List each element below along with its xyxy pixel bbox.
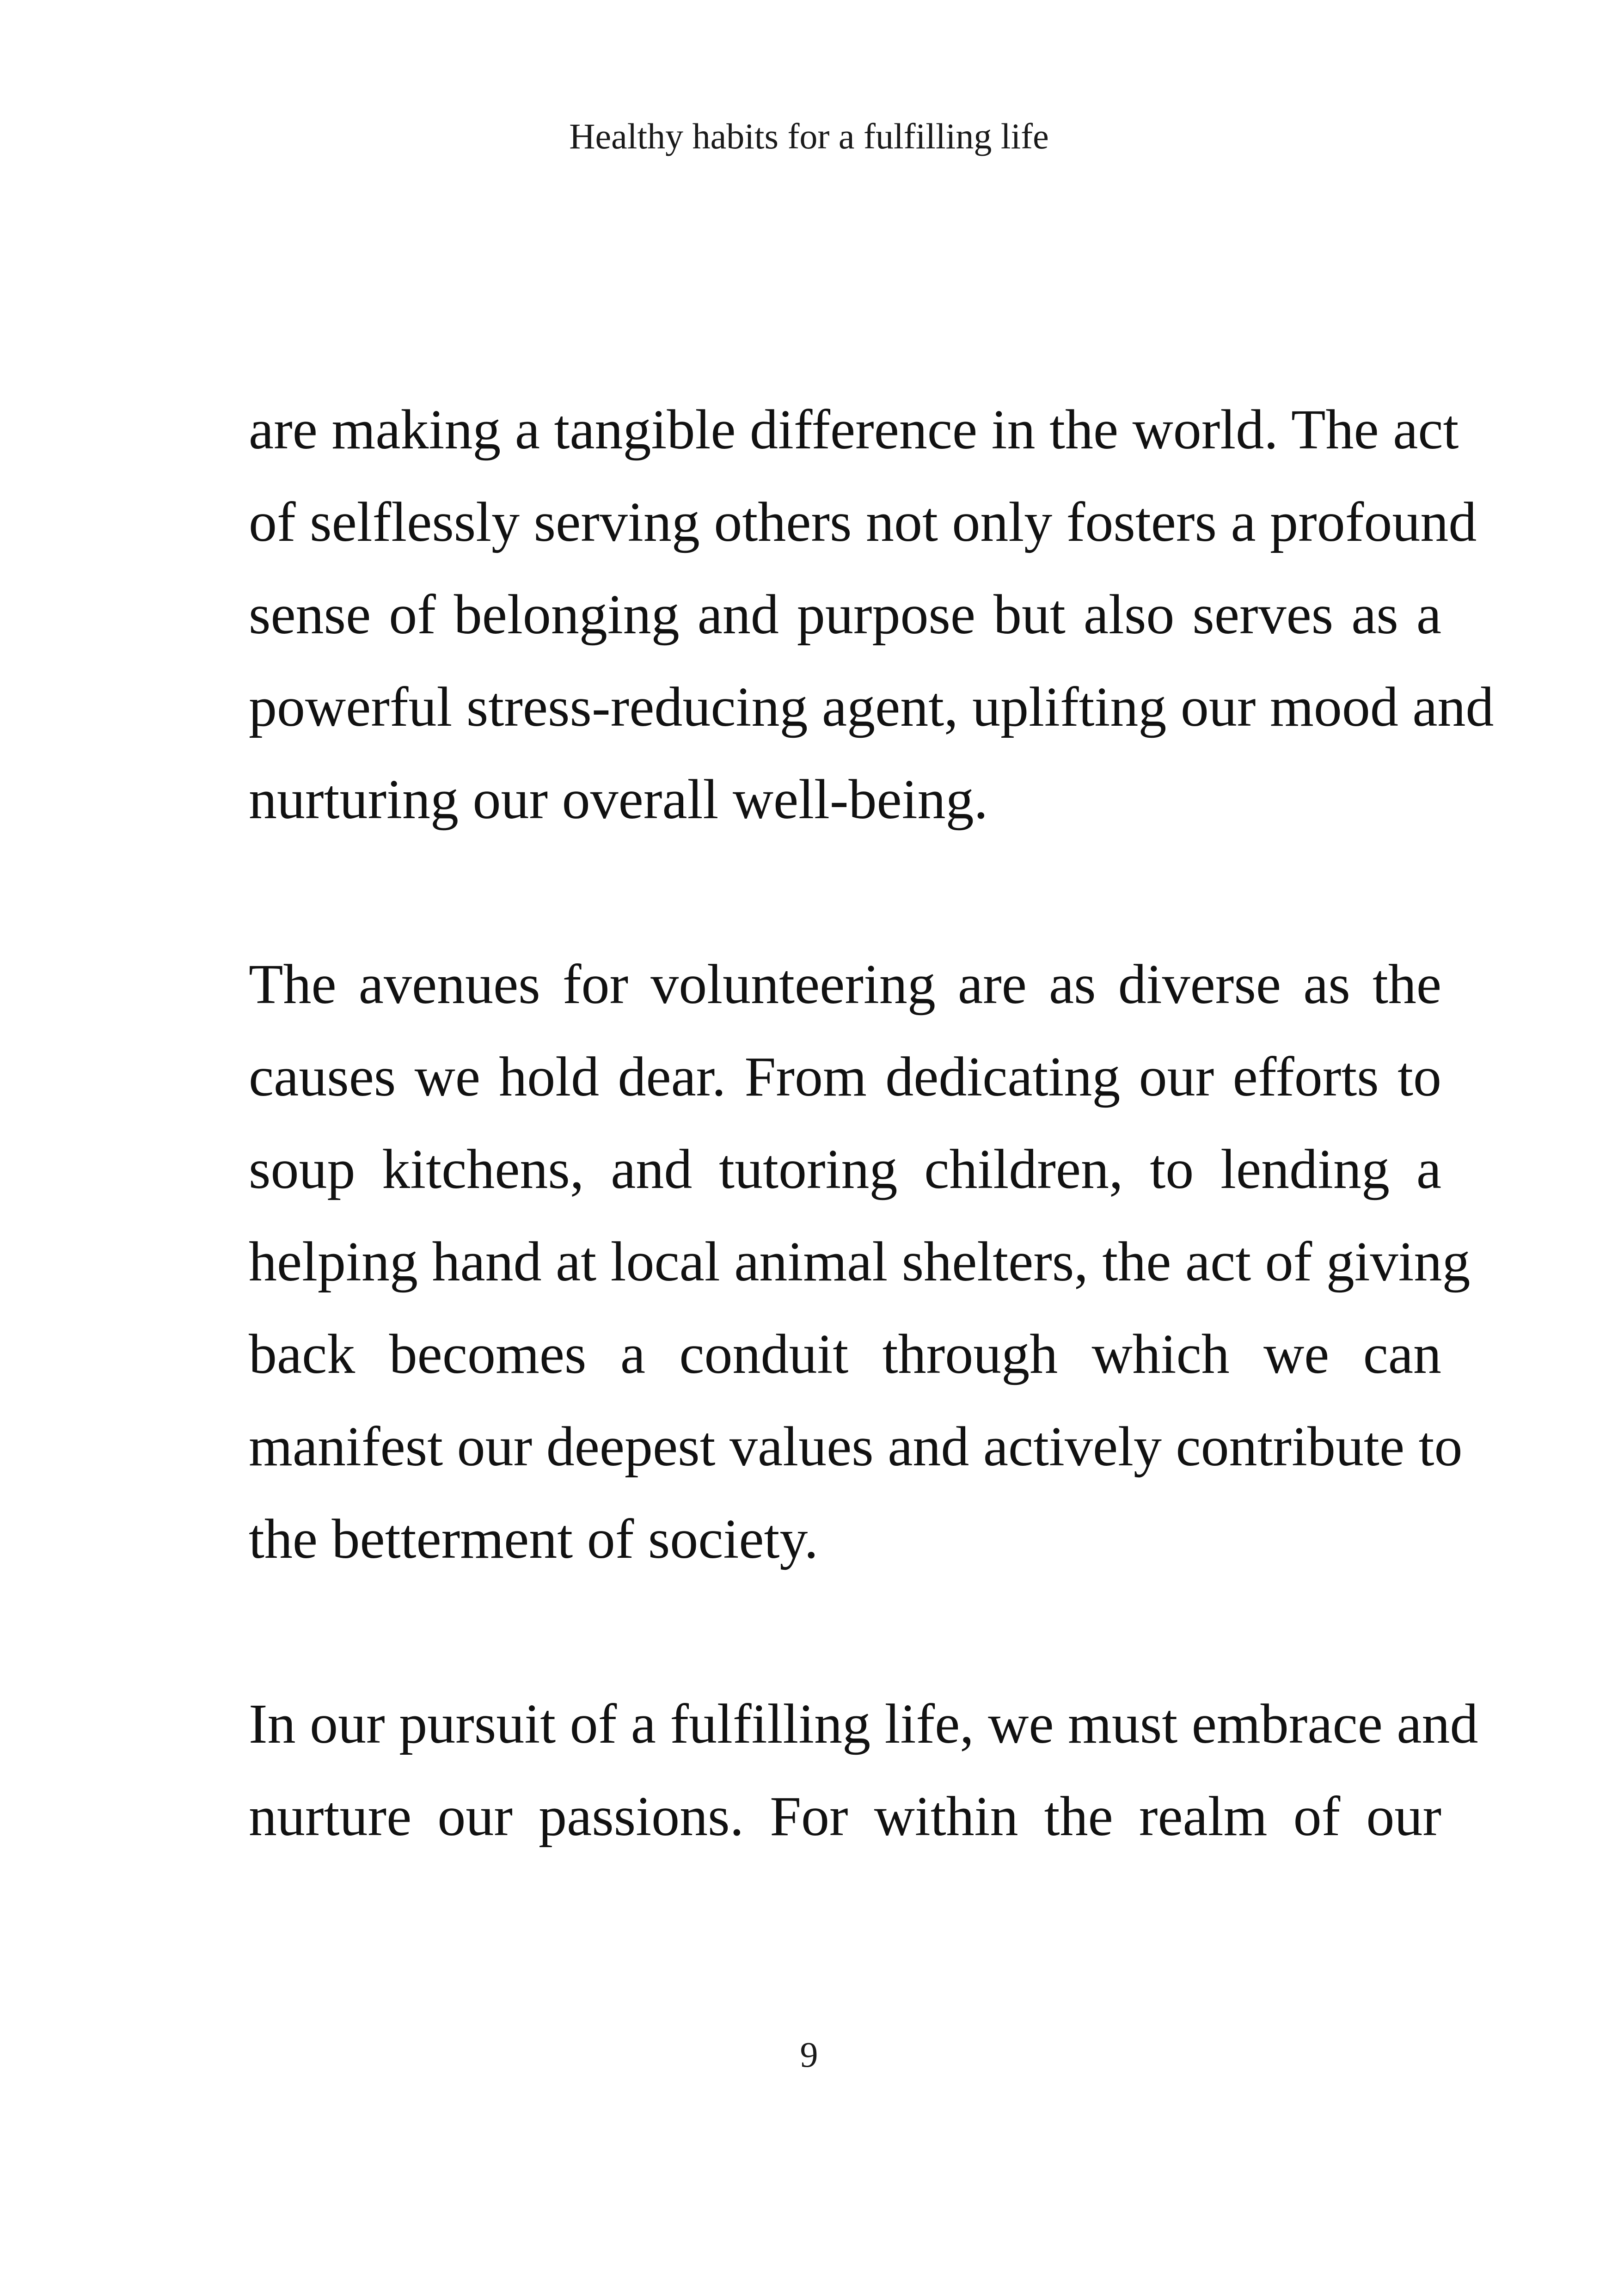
paragraph-gap bbox=[249, 846, 1441, 938]
text-line: The avenues for volunteering are as diverse as the bbox=[249, 953, 1441, 1016]
page-number: 9 bbox=[800, 2034, 818, 2075]
text-line: nurture our passions. For within the realm of our bbox=[249, 1785, 1441, 1848]
text-line: the betterment of society. bbox=[249, 1508, 818, 1570]
body-text bbox=[249, 384, 1494, 1863]
paragraph-3 bbox=[249, 1678, 1478, 1863]
text-line: In our pursuit of a fulfilling life, we must embrace and bbox=[249, 1693, 1478, 1755]
text-line: helping hand at local animal shelters, the act of giving bbox=[249, 1231, 1471, 1293]
text-line: manifest our deepest values and actively contribute to bbox=[249, 1415, 1463, 1478]
text-line: are making a tangible difference in the world. The act bbox=[249, 398, 1459, 461]
paragraph-1 bbox=[249, 384, 1494, 846]
text-line: back becomes a conduit through which we can bbox=[249, 1323, 1441, 1385]
text-line: of selflessly serving others not only fosters a profound bbox=[249, 491, 1477, 553]
text-line: powerful stress-reducing agent, uplifting our mood and bbox=[249, 676, 1494, 738]
running-header: Healthy habits for a fulfilling life bbox=[569, 116, 1049, 156]
text-line: soup kitchens, and tutoring children, to lending a bbox=[249, 1138, 1441, 1200]
text-line: causes we hold dear. From dedicating our efforts to bbox=[249, 1046, 1441, 1108]
text-line: sense of belonging and purpose but also serves as a bbox=[249, 583, 1441, 646]
text-line: nurturing our overall well-being. bbox=[249, 768, 988, 831]
paragraph-gap bbox=[249, 1586, 1441, 1678]
paragraph-2 bbox=[249, 938, 1471, 1586]
